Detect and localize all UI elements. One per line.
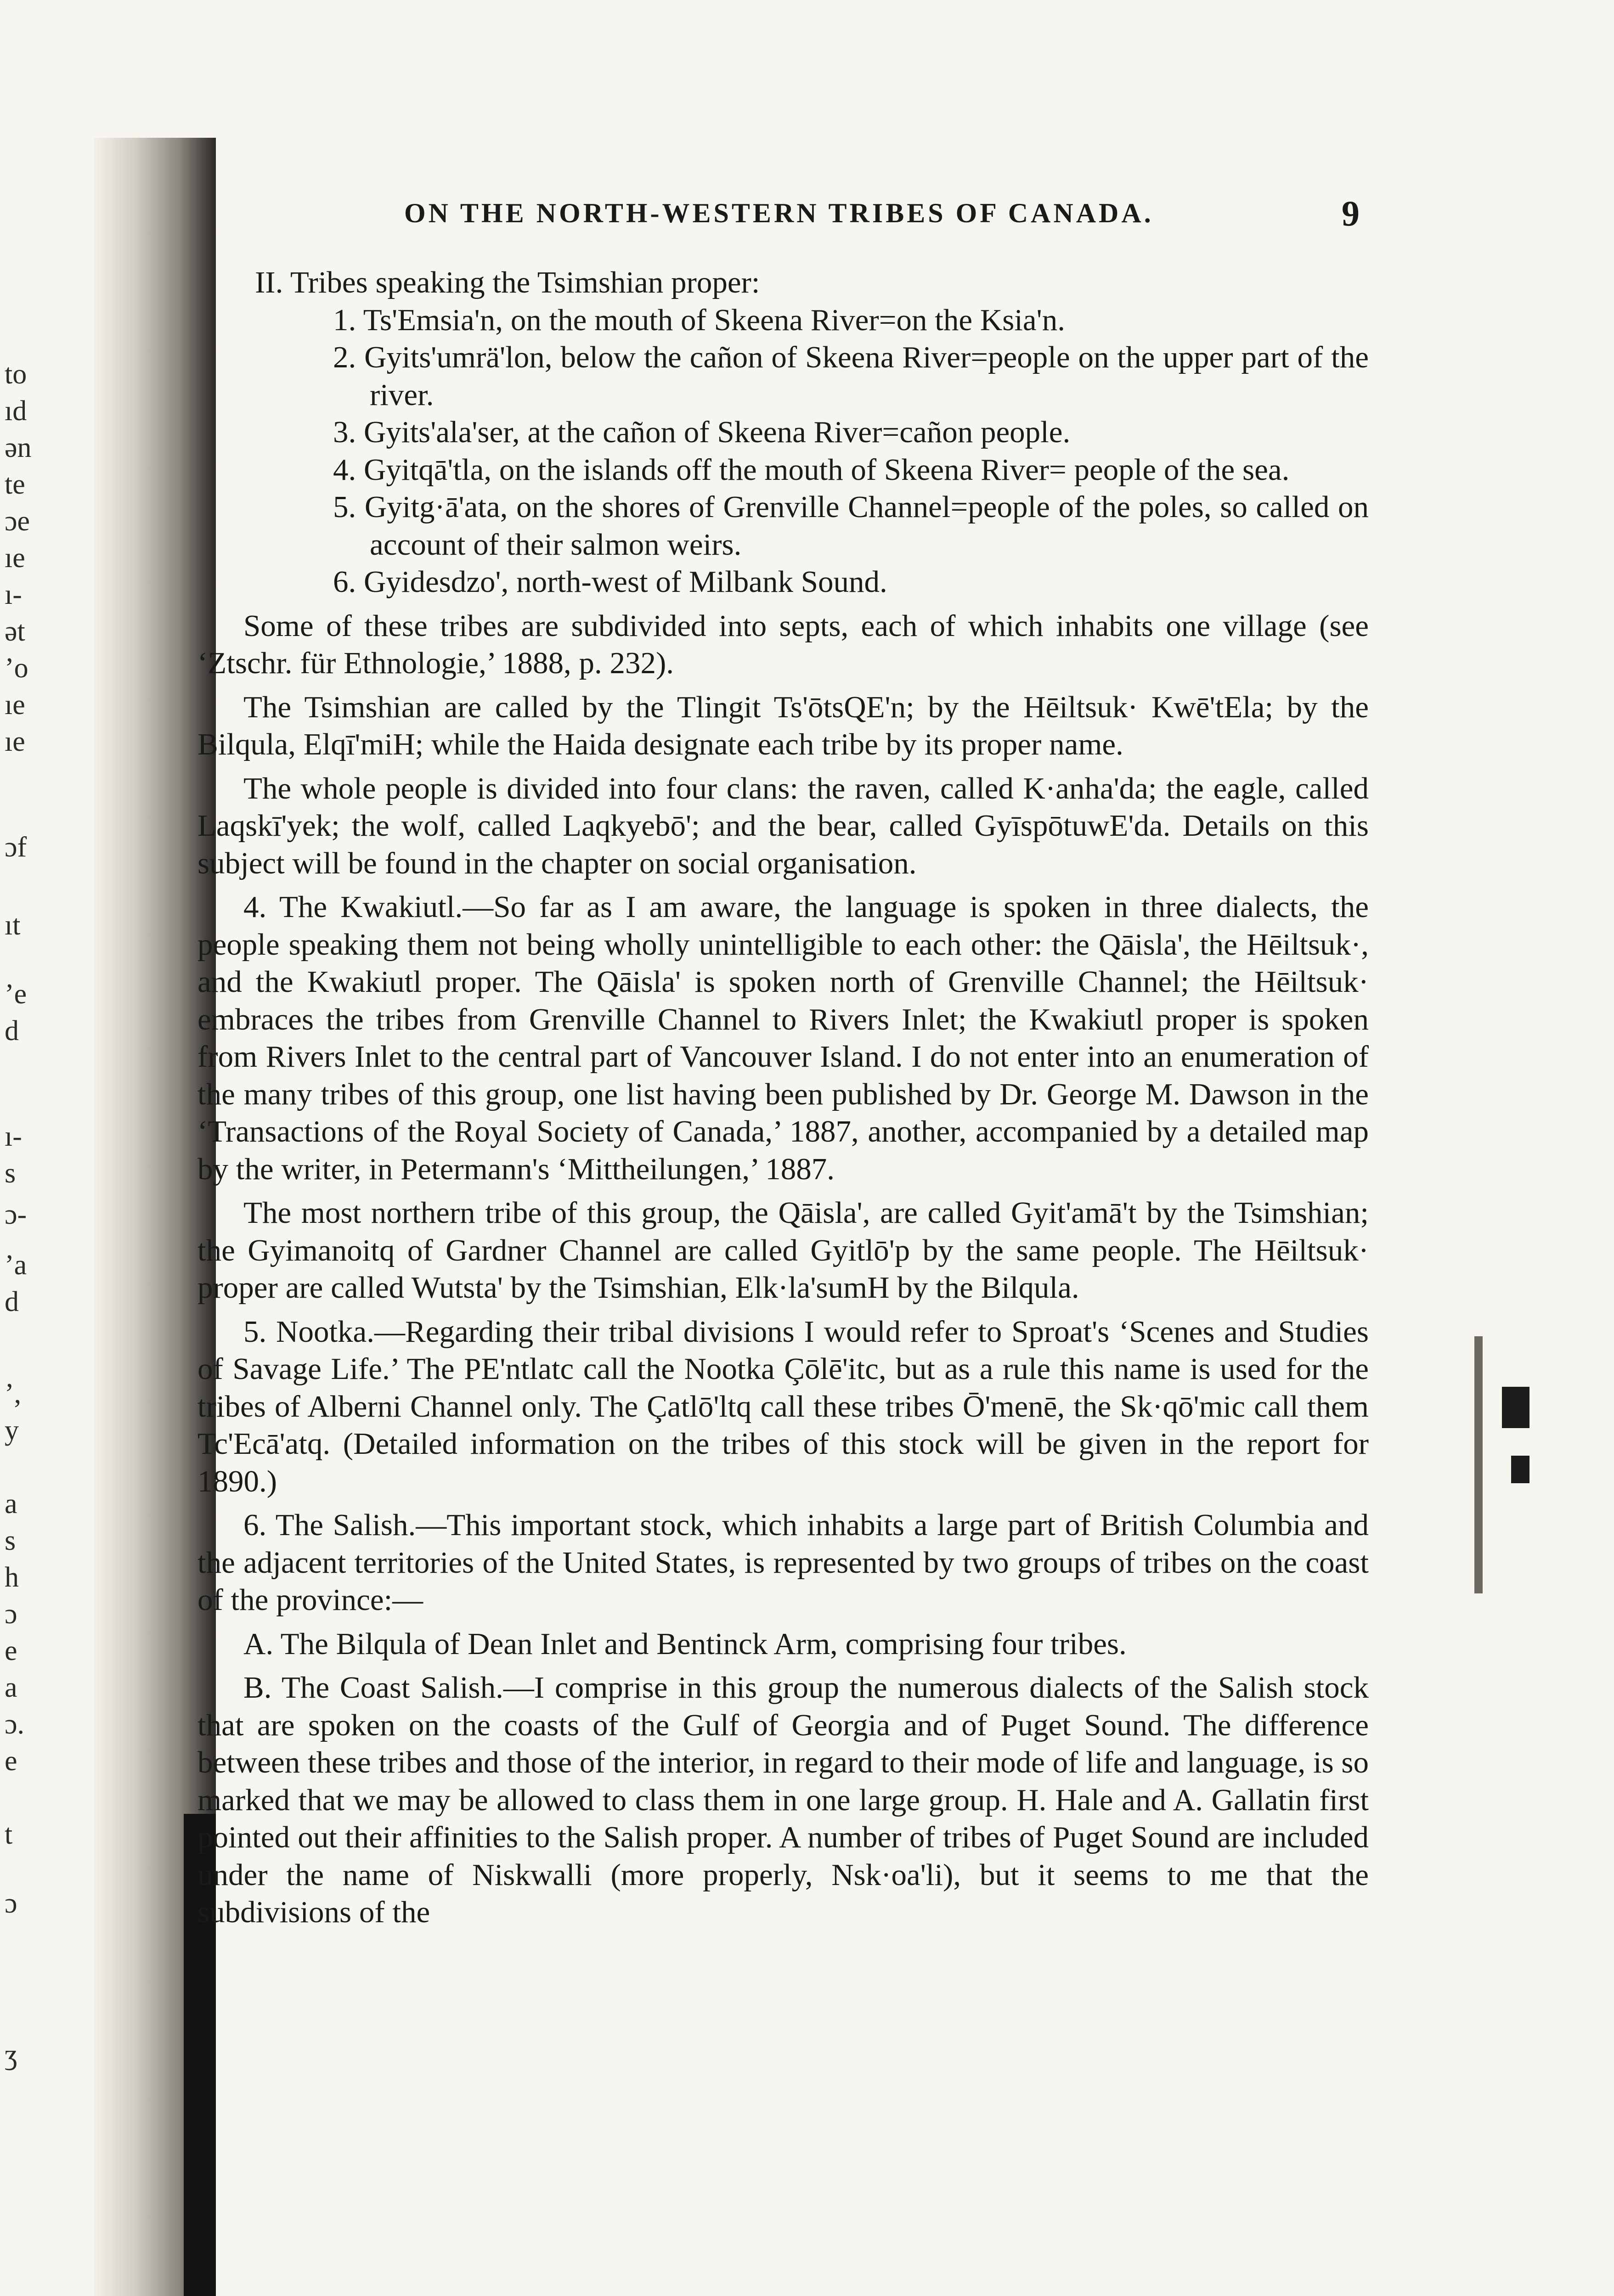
list-item: 6. Gyidesdzo', north-west of Milbank Sound. — [333, 565, 887, 599]
bleed-fragment: ı- — [5, 579, 22, 610]
bleed-fragment: t — [5, 1819, 13, 1850]
bleed-fragment: ɔ — [5, 1598, 17, 1630]
paragraph: The whole people is divided into four clans: the raven, called K·anha'da; the eagle, called Laqskī'yek; the wolf, called Laqkyebō'; and the bear, called GyīspōtuwE'da. Details on this subject will be found in the chapter on social organisation. — [198, 771, 1369, 880]
bleed-fragment: ʒ — [5, 2039, 17, 2071]
paragraph: The Tsimshian are called by the Tlingit Ts'ōtsQE'n; by the Hēiltsuk· Kwē'tEla; by the Bilqula, Elqī'miH; while the Haida designate each tribe by its proper name. — [198, 690, 1369, 761]
list-item: 4. Gyitqā'tla, on the islands off the mouth of Skeena River= people of the sea. — [333, 452, 1290, 487]
page-number: 9 — [1342, 193, 1360, 233]
bleed-fragment: s — [5, 1525, 16, 1556]
paragraph: A. The Bilqula of Dean Inlet and Bentinck Arm, comprising four tribes. — [243, 1626, 1127, 1661]
paragraph: 4. The Kwakiutl.—So far as I am aware, the language is spoken in three dialects, the people speaking them not being wholly unintelligible to each other: the Qāisla', the Hēiltsuk·, and the Kwakiutl proper. The Qāisla' is spoken north of Grenville Channel; the Hēiltsuk· embraces the tribes from Grenville Channel to Rivers Inlet; the Kwakiutl proper is spoken from Rivers Inlet to the central part of Vancouver Island. I do not enter into an enumeration of the many tribes of this group, one list having been published by Dr. George M. Dawson in the ‘Transactions of the Royal Society of Canada,’ 1887, another, accompanied by a detailed map by the writer, in Petermann's ‘Mittheilungen,’ 1887. — [198, 890, 1369, 1186]
bleed-fragment: ıe — [5, 542, 25, 574]
page-header — [404, 193, 1360, 239]
running-head: ON THE NORTH-WESTERN TRIBES OF CANADA. — [404, 198, 1154, 228]
scan-mark — [1502, 1387, 1529, 1428]
bleed-fragment: ɔe — [5, 506, 30, 537]
paragraph: 5. Nootka.—Regarding their tribal divisions I would refer to Sproat's ‘Scenes and Studies of Savage Life.’ The PE'ntlatc call the Nootka Çōlē'itc, but as a rule this name is used for the tribes of Alberni Channel only. The Çatlō'ltq call these tribes Ō'menē, the Sk·qō'mic call them Tc'Ecā'atq. (Detailed information on the tribes of this stock will be given in the report for 1890.) — [198, 1314, 1369, 1498]
bleed-fragment: a — [5, 1488, 17, 1519]
bleed-fragment: h — [5, 1562, 19, 1593]
facing-page-bleed — [0, 0, 101, 2296]
bleed-fragment: ıe — [5, 689, 25, 720]
bleed-fragment: e — [5, 1745, 17, 1777]
bleed-fragment: ɔ- — [5, 1199, 27, 1230]
paragraph: The most northern tribe of this group, the Qāisla', are called Gyit'amā't by the Tsimshian; the Gyimanoitq of Gardner Channel are called Gyitlō'p by the same people. The Hēiltsuk· proper are called Wutsta' by the Tsimshian, Elk·la'sumH by the Bilqula. — [198, 1196, 1369, 1305]
bleed-fragment: ʼa — [5, 1249, 27, 1281]
bleed-fragment: d — [5, 1286, 19, 1317]
bleed-fragment: ıd — [5, 395, 27, 427]
section-heading: II. Tribes speaking the Tsimshian proper: — [255, 265, 760, 299]
bleed-fragment: ıe — [5, 726, 25, 757]
bleed-fragment: ən — [5, 432, 32, 463]
bleed-fragment: ıt — [5, 910, 21, 941]
paragraph: B. The Coast Salish.—I comprise in this group the numerous dialects of the Salish stock that are spoken on the coasts of the Gulf of Georgia and of Puget Sound. The difference between these tribes and those of the interior, in regard to their mode of life and language, is so marked that we may be allowed to class them in one large group. H. Hale and A. Gallatin first pointed out their affinities to the Salish proper. A number of tribes of Puget Sound are included under the name of Niskwalli (more properly, Nsk·oa'li), but it seems to me that the subdivisions of the — [198, 1671, 1369, 1929]
list-item: 2. Gyits'umrä'lon, below the cañon of Skeena River=people on the upper part of the river. — [333, 340, 1369, 412]
bleed-fragment: e — [5, 1635, 17, 1666]
list-item: 5. Gyitg·ā'ata, on the shores of Grenville Channel=people of the poles, so called on account of their salmon weirs. — [333, 490, 1369, 562]
bleed-fragment: a — [5, 1672, 17, 1703]
bleed-fragment: ɔ. — [5, 1709, 25, 1740]
bleed-fragment: ʼ, — [5, 1378, 22, 1409]
bleed-fragment: to — [5, 359, 27, 390]
bleed-fragment: ʼo — [5, 653, 28, 684]
bleed-fragment: ət — [5, 616, 25, 647]
scan-margin-marks — [1470, 1194, 1534, 1883]
bleed-fragment: te — [5, 469, 25, 500]
bleed-fragment: ɔ — [5, 1888, 17, 1919]
list-item: 1. Ts'Emsia'n, on the mouth of Skeena River=on the Ksia'n. — [333, 303, 1065, 337]
scan-mark — [1474, 1336, 1483, 1593]
bleed-fragment: s — [5, 1158, 16, 1189]
list-item: 3. Gyits'ala'ser, at the cañon of Skeena River=cañon people. — [333, 415, 1071, 449]
bleed-fragment: y — [5, 1415, 19, 1446]
paragraph: 6. The Salish.—This important stock, which inhabits a large part of British Columbia and the adjacent territories of the United States, is represented by two groups of tribes on the coast of the province:— — [198, 1508, 1369, 1617]
bleed-fragment: ɔf — [5, 832, 27, 863]
scan-mark — [1511, 1456, 1529, 1483]
body-text — [198, 264, 1369, 1931]
bleed-fragment: ı- — [5, 1121, 22, 1152]
bleed-fragment: ʼe — [5, 979, 27, 1010]
bleed-fragment: d — [5, 1015, 19, 1047]
paragraph: Some of these tribes are subdivided into septs, each of which inhabits one village (see ‘Ztschr. für Ethnologie,’ 1888, p. 232). — [198, 608, 1369, 680]
